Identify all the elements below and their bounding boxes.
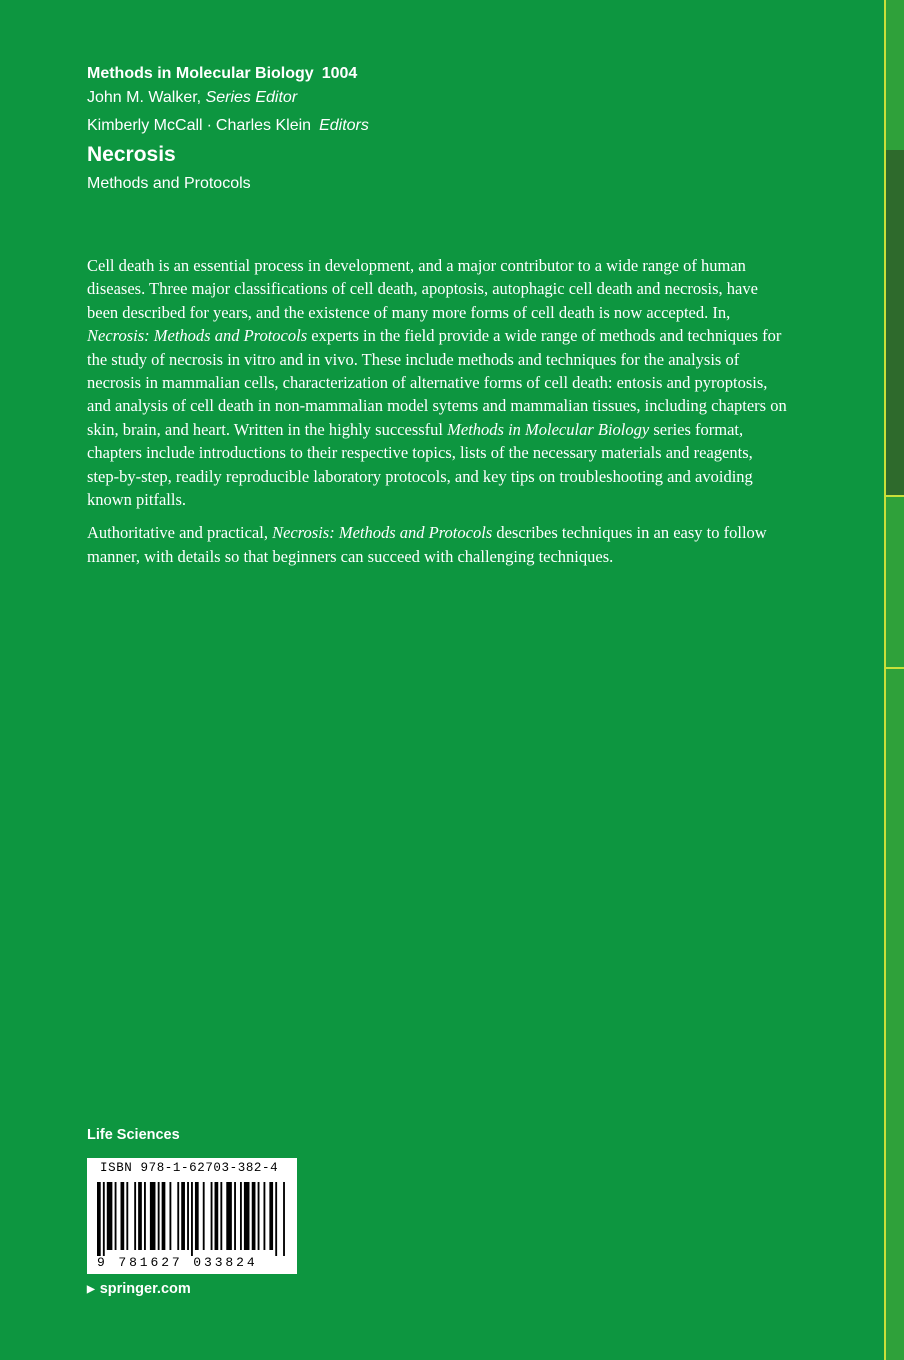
barcode-bar [244,1182,250,1250]
barcode-bar [144,1182,146,1250]
barcode-bar [234,1182,236,1250]
spine-mark [886,495,904,497]
barcode-bar [215,1182,219,1250]
barcode-bar [158,1182,160,1250]
barcode-bar [126,1182,128,1250]
publisher-url: springer.com [99,1281,191,1297]
book-title-ref: Necrosis: Methods and Protocols [272,523,493,543]
barcode-bar [283,1182,285,1256]
barcode-bar [220,1182,222,1250]
barcode-bar [162,1182,166,1250]
spine-dark-band [886,150,904,495]
blurb-paragraph [87,254,787,511]
spine-accent-line [884,0,886,1360]
barcode-digits: 9 781627 033824 [97,1255,258,1270]
barcode-bar [269,1182,273,1250]
barcode-bar [134,1182,136,1250]
text-run: Cell death is an essential process in development, and a major contributor to a wide range of human diseases. Three major classifications of cell death, apoptosis, autophagic cell death and necrosis, have been described for years, and the existence of many more forms of cell death is now accepted. In, [87,256,758,322]
series-editor-role: Series Editor [205,89,298,106]
barcode-bar [203,1182,205,1250]
spine-mark [886,667,904,669]
barcode-bar [121,1182,125,1250]
isbn-barcode [87,1158,297,1274]
series-editor-line [87,86,369,110]
barcode-bar [187,1182,189,1250]
arrow-right-icon: ▶ [87,1284,95,1295]
barcode-bar [211,1182,213,1250]
editors-line [87,114,369,138]
barcode-bar [138,1182,142,1250]
barcode-icon [97,1182,287,1256]
text-run: series format, chapters include introductions to their respective topics, lists of the necessary materials and reagents, step-by-step, readily reproducible laboratory protocols, and key tips on troubleshooting and avoiding known pitfalls. [87,419,753,510]
barcode-bar [240,1182,242,1250]
editor-name: Charles Klein [215,117,312,134]
blurb-paragraph [87,521,787,568]
barcode-bar [150,1182,156,1250]
series-line [87,62,369,86]
publisher-link[interactable] [87,1281,191,1297]
barcode-bar [97,1182,101,1256]
cover-header [87,62,369,196]
barcode-bar [226,1182,232,1250]
barcode-bar [195,1182,199,1250]
series-title-ref: Methods in Molecular Biology [447,419,650,439]
text-run: describes techniques in an easy to follow manner, with details so that beginners can succeed with challenging techniques. [87,523,767,566]
isbn-label: ISBN 978-1-62703-382-4 [100,1161,279,1175]
series-title: Methods in Molecular Biology [87,65,314,82]
barcode-bar [181,1182,185,1250]
editor-separator: · [206,117,212,134]
series-number: 1004 [321,65,358,82]
barcode-bar [263,1182,265,1250]
barcode-bar [252,1182,256,1250]
text-run: experts in the field provide a wide range of methods and techniques for the study of necrosis in vitro and in vivo. These include methods and techniques for the analysis of necrosis in mammalian cells, characterization of alternative forms of cell death: entosis and pyroptosis, and analysis of cell death in non-mammalian model sytems and mammalian tissues, including chapters on skin, brain, and heart. Written in the highly successful [87,326,787,439]
book-title: Necrosis [87,143,176,166]
barcode-bar [107,1182,113,1250]
series-editor-name: John M. Walker, [87,89,202,106]
barcode-bar [191,1182,193,1256]
subject-category: Life Sciences [87,1127,180,1143]
book-subtitle: Methods and Protocols [87,175,251,192]
editor-name: Kimberly McCall [87,117,203,134]
editors-role: Editors [319,117,369,134]
barcode-bar [103,1182,105,1256]
barcode-bar [177,1182,179,1250]
book-title-ref: Necrosis: Methods and Protocols [87,326,308,346]
barcode-bar [115,1182,117,1250]
barcode-bar [275,1182,277,1256]
barcode-bar [169,1182,171,1250]
blurb [87,254,787,578]
text-run: Authoritative and practical, [87,523,273,543]
barcode-bar [258,1182,260,1250]
